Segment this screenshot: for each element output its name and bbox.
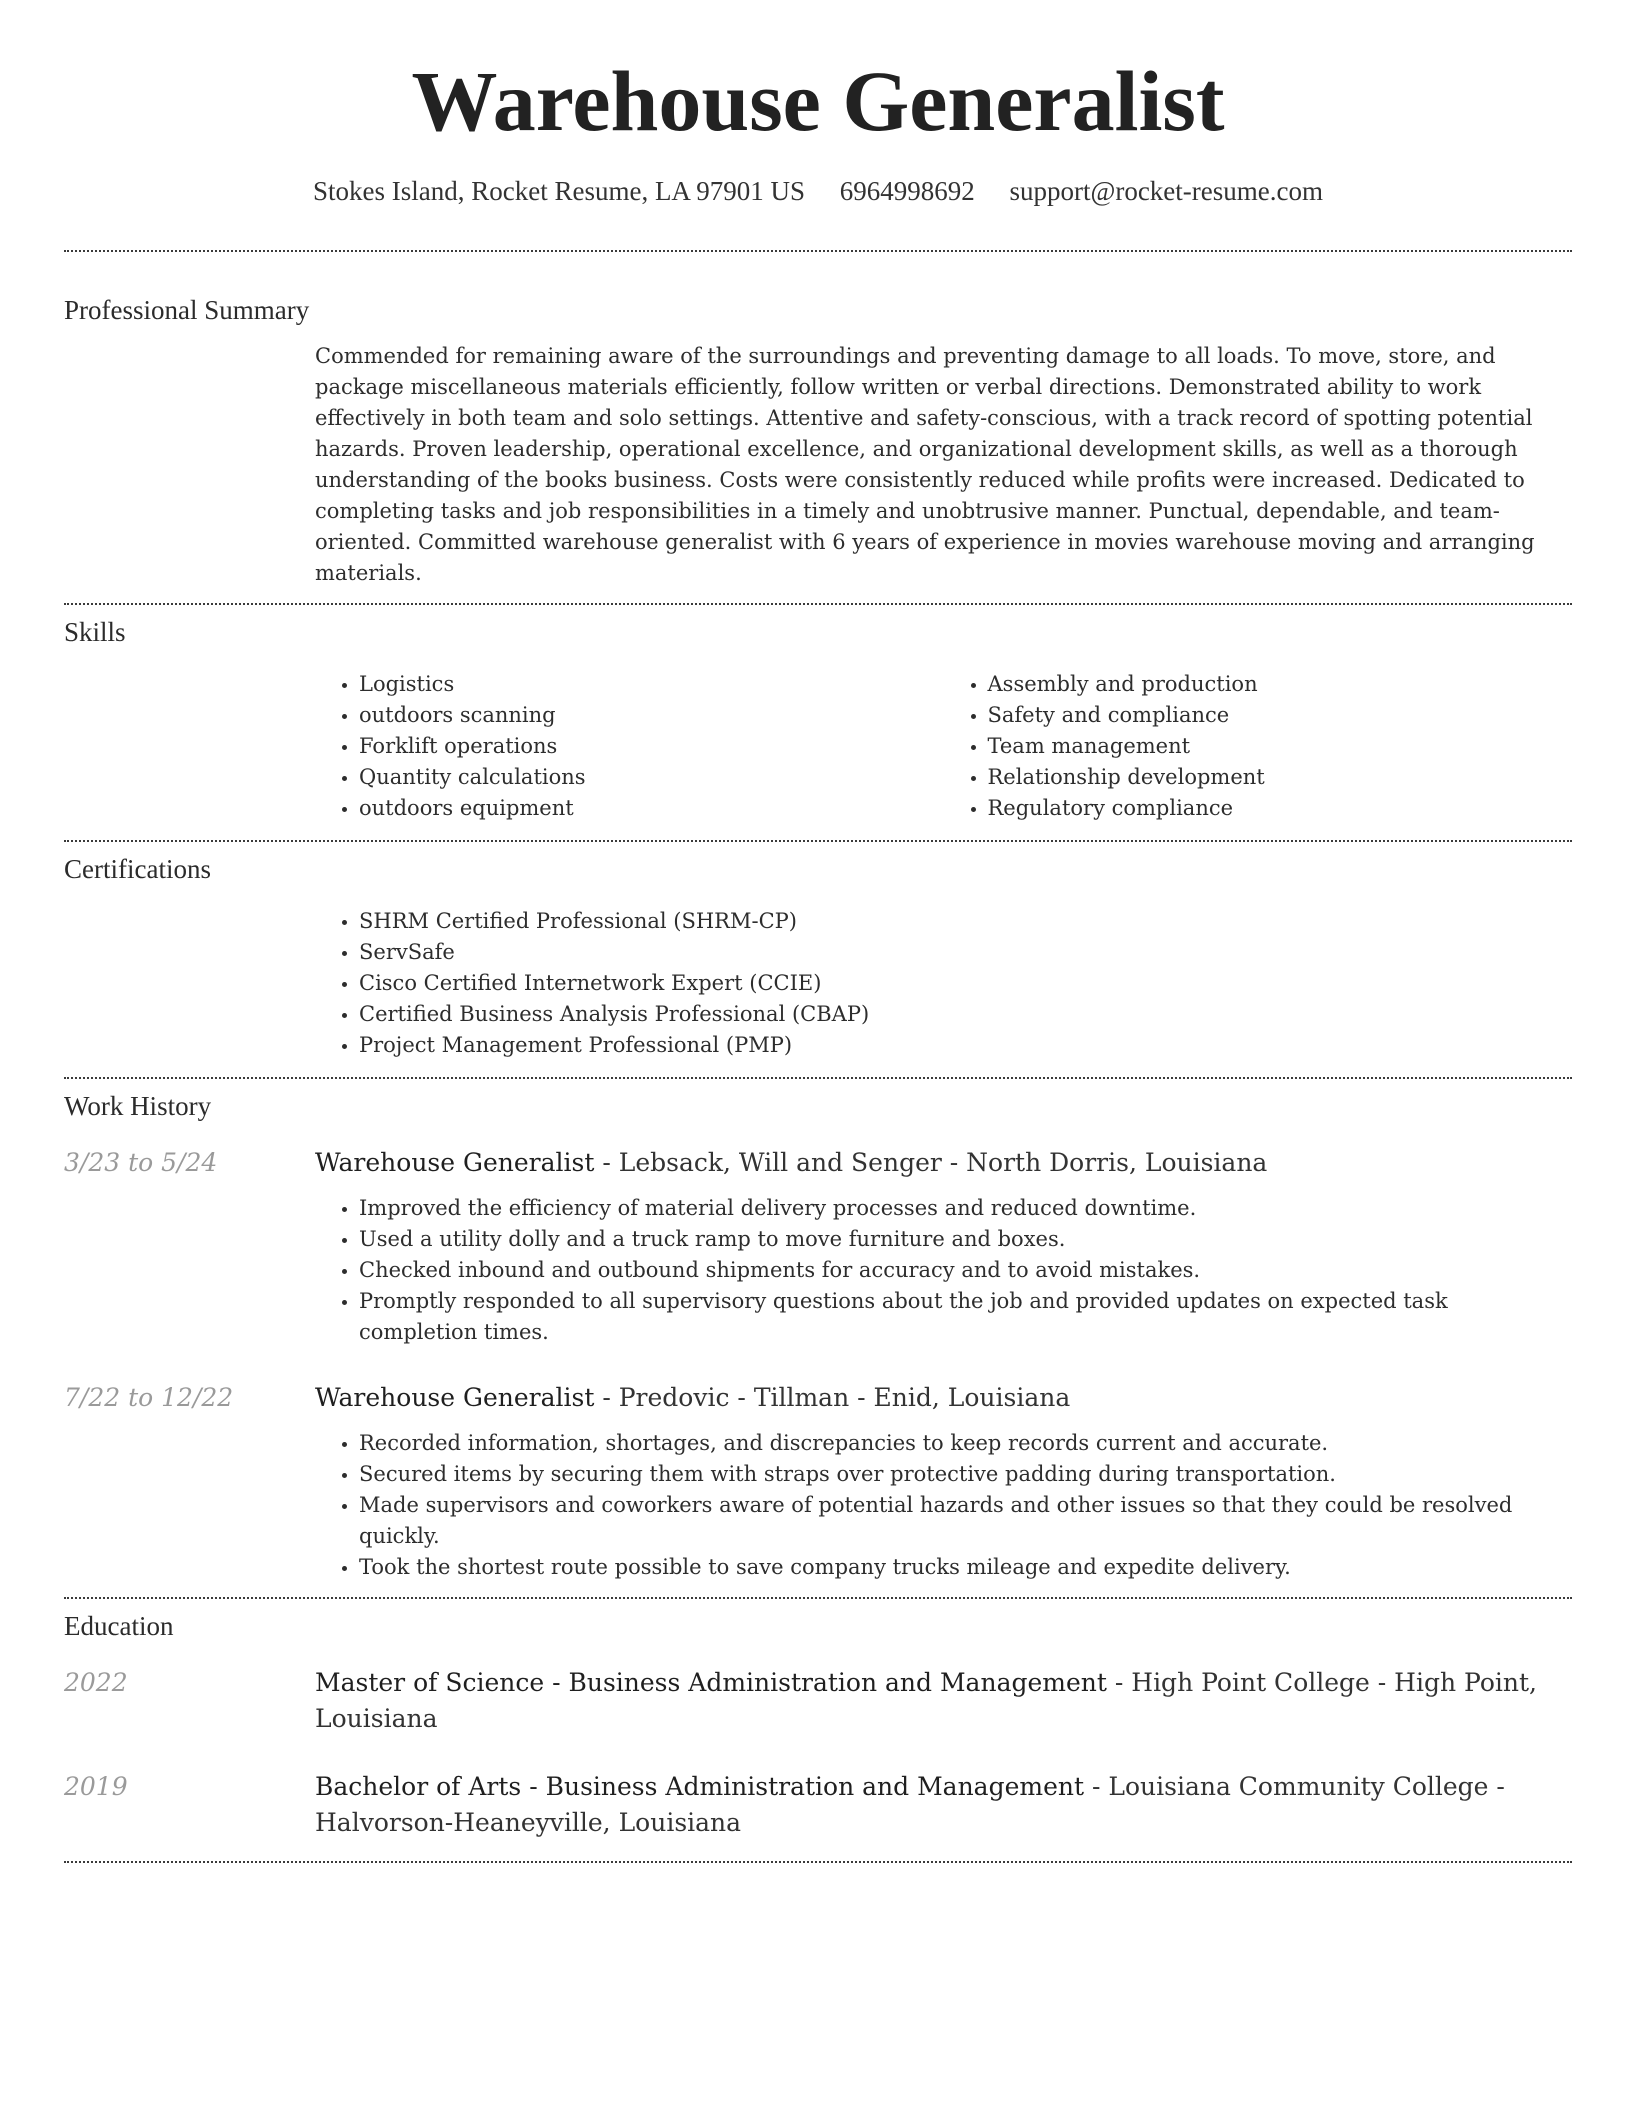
education-title (315, 1769, 1572, 1841)
job-header (64, 1145, 1572, 1181)
skill-item: • outdoors scanning (359, 700, 944, 731)
summary-text: Commended for remaining aware of the surroundings and preventing damage to all loads. To move, store, and package miscellaneous materials efficiently, follow written or verbal directions. Demonstrated ability to work effectively in both team and solo settings. Attentive and safety-conscious, with a track record of spotting potential hazards. Proven leadership, operational excellence, and organizational development skills, as well as a thorough understanding of the books business. Costs were consistently reduced while profits were increased. Dedicated to completing tasks and job responsibilities in a timely and unobtrusive manner. Punctual, dependable, and team-oriented. Committed warehouse generalist with 6 years of experience in movies warehouse moving and arranging materials. (315, 344, 1535, 585)
job-bullet-list (315, 1428, 1572, 1583)
education-details: - Louisiana Community College - Halvorson-Heaneyville, Louisiana (315, 1772, 1505, 1837)
education-entry (64, 1665, 1572, 1737)
job-entry (64, 1145, 1572, 1348)
certification-item: • Certified Business Analysis Professional (CBAP) (359, 999, 1572, 1030)
contact-address: Stokes Island, Rocket Resume, LA 97901 US (312, 176, 805, 206)
job-bullet: • Took the shortest route possible to save company trucks mileage and expedite delivery. (359, 1552, 1572, 1583)
certification-item: • Project Management Professional (PMP) (359, 1030, 1572, 1061)
skill-item: • Safety and compliance (988, 700, 1573, 731)
section-heading-education: Education (64, 1611, 174, 1641)
skill-item: • Forklift operations (359, 731, 944, 762)
certification-item: • Cisco Certified Internetwork Expert (CCIE) (359, 968, 1572, 999)
contact-email[interactable]: support@rocket-resume.com (1009, 176, 1323, 206)
resume-page (64, 0, 1572, 1863)
contact-line (64, 176, 1572, 210)
education-degree: Master of Science - Business Administration and Management (315, 1668, 1107, 1697)
contact-phone: 6964998692 (839, 176, 975, 206)
job-entry (64, 1380, 1572, 1583)
section-heading-summary: Professional Summary (64, 295, 310, 325)
divider (64, 1861, 1572, 1863)
skills-list-left (315, 669, 944, 824)
education-year: 2022 (64, 1668, 128, 1697)
job-bullet: • Checked inbound and outbound shipments for accuracy and to avoid mistakes. (359, 1255, 1572, 1286)
job-title (315, 1145, 1267, 1181)
job-bullet: • Made supervisors and coworkers aware of potential hazards and other issues so that they could be resolved quickly. (359, 1490, 1572, 1552)
skills-list-right (944, 669, 1573, 824)
skills-columns (315, 669, 1572, 824)
job-bullet-list (315, 1193, 1572, 1348)
job-role: Warehouse Generalist (315, 1148, 595, 1177)
certification-item: • ServSafe (359, 937, 1572, 968)
education-details: - High Point College - High Point, Louisiana (315, 1668, 1537, 1733)
section-heading-skills: Skills (64, 617, 126, 647)
skill-item: • Logistics (359, 669, 944, 700)
divider (64, 1597, 1572, 1599)
job-bullet: • Secured items by securing them with straps over protective padding during transportation. (359, 1459, 1572, 1490)
divider (64, 250, 1572, 252)
skill-item: • Quantity calculations (359, 762, 944, 793)
job-dates: 3/23 to 5/24 (64, 1148, 218, 1177)
job-header (64, 1380, 1572, 1416)
certifications-block (315, 906, 1572, 1061)
certification-item: • SHRM Certified Professional (SHRM-CP) (359, 906, 1572, 937)
job-bullets (315, 1428, 1572, 1583)
section-heading-work-history: Work History (64, 1091, 212, 1121)
section-heading-certifications: Certifications (64, 854, 211, 884)
job-details: - Lebsack, Will and Senger - North Dorris, Louisiana (594, 1148, 1268, 1177)
job-bullet: • Used a utility dolly and a truck ramp to move furniture and boxes. (359, 1224, 1572, 1255)
job-role: Warehouse Generalist (315, 1383, 595, 1412)
job-bullet: • Improved the efficiency of material delivery processes and reduced downtime. (359, 1193, 1572, 1224)
skill-item: • Assembly and production (988, 669, 1573, 700)
skill-item: • Relationship development (988, 762, 1573, 793)
job-title (315, 1380, 1070, 1416)
job-bullet: • Recorded information, shortages, and discrepancies to keep records current and accurate. (359, 1428, 1572, 1459)
certifications-list (315, 906, 1572, 1061)
job-bullet: • Promptly responded to all supervisory questions about the job and provided updates on expected task completion times. (359, 1286, 1572, 1348)
job-details: - Predovic - Tillman - Enid, Louisiana (594, 1383, 1071, 1412)
divider (64, 1077, 1572, 1079)
divider (64, 840, 1572, 842)
skill-item: • Regulatory compliance (988, 793, 1573, 824)
candidate-name: Warehouse Generalist (411, 53, 1225, 149)
education-year: 2019 (64, 1772, 128, 1801)
education-title (315, 1665, 1572, 1737)
divider (64, 603, 1572, 605)
skill-item: • Team management (988, 731, 1573, 762)
summary-block (315, 341, 1572, 589)
job-bullets (315, 1193, 1572, 1348)
skill-item: • outdoors equipment (359, 793, 944, 824)
education-degree: Bachelor of Arts - Business Administration and Management (315, 1772, 1085, 1801)
job-dates: 7/22 to 12/22 (64, 1383, 234, 1412)
education-entry (64, 1769, 1572, 1841)
